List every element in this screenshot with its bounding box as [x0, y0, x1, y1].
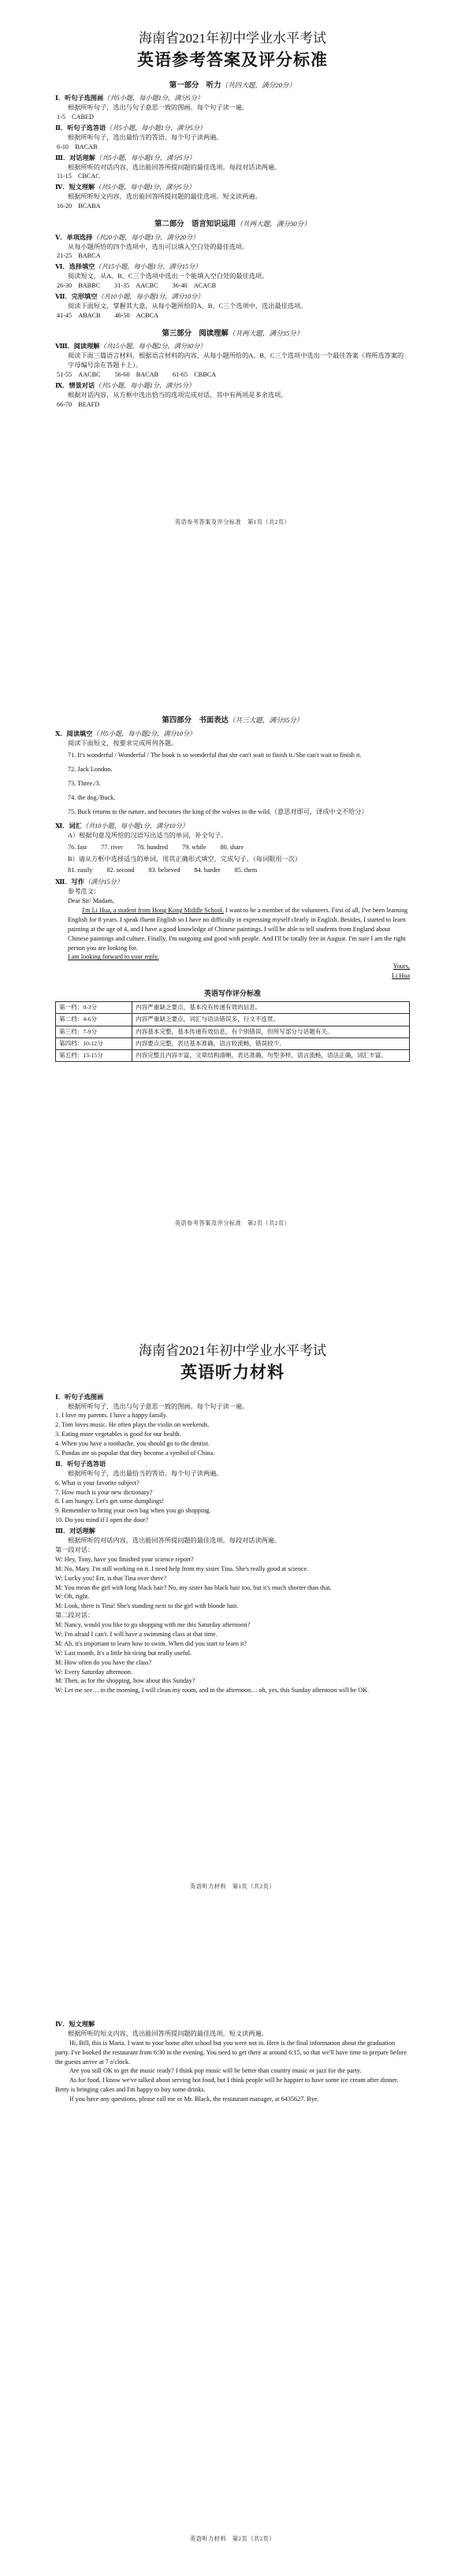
listening-page-1	[0, 1276, 465, 1930]
section-4-label: Ⅳ．短文理解（共5小题，每小题1分，满分5分）	[55, 184, 195, 191]
passage-paragraph: If you have any questions, please call me or Mr. Black, the restaurant manager, at 6435627. Bye.	[69, 2095, 319, 2103]
list-item: W: Hey, Tony, have you finished your science report?	[55, 1555, 194, 1563]
page-2-footer: 英语参考答案及评分标准 第2页（共2页）	[174, 1220, 291, 1227]
section-11a-answers: 76. fast 77. river 78. hundred 79. while 80. share	[68, 843, 244, 851]
section-7-answers: 41-45 ABACB 46-50 ACBCA	[57, 311, 158, 319]
doc-title-line2: 英语参考答案及评分标准	[137, 50, 328, 70]
section-1-desc: 根据所听句子，选出与句子意思一致的图画。每个句子读一遍。	[68, 104, 249, 112]
rubric-table	[55, 1001, 410, 1062]
answer-72: 72. Jack London.	[68, 766, 113, 774]
answer-key-page-1	[0, 0, 465, 630]
section-6-desc: 阅读短文，从A、B、C三个选项中选出一个能填入空白处的最佳选项。	[68, 273, 269, 280]
list-item: M: No, Mary. I'm still working on it. I need help from my sister Tina. She's really good at science.	[55, 1565, 309, 1572]
part4-heading: 第四部分 书面表达（共三大题，满分35分）	[162, 716, 303, 725]
list-item: M: Then, as for the shopping, how about this Sunday?	[55, 1677, 195, 1685]
passage-paragraph: Are you still OK to get the music ready? I think pop music will be better than country music or jazz for the party.	[69, 2067, 362, 2075]
listening-section-1-desc: 根据所听句子，选出与句子意思一致的图画。每个句子读一遍。	[68, 1402, 249, 1410]
listening-section-4-desc: 根据所听的短文内容，选出能回答所提问题的最佳选项。短文读两遍。	[68, 2029, 268, 2037]
answer-71: 71. It's wonderful / Wonderful / The book is so wonderful that she can't wait to finish it./She can't wait to finish it.	[68, 752, 362, 759]
listening-section-4-label: Ⅳ．短文理解	[55, 2021, 95, 2028]
section-9-desc: 根据对话内容，从方框中选出恰当的选项完成对话，其中有两项是多余选项。	[68, 391, 288, 399]
table-row: 第二档：4-6分 内容严重缺乏要点，词汇与语法错误多，行文不连贯。	[56, 1014, 410, 1026]
rubric-title: 英语写作评分标准	[203, 989, 261, 998]
list-item: M: Look, there is Tina! She's standing next to the girl with blonde hair.	[55, 1602, 239, 1610]
letter-body: I'm Li Hua, a student from Hong Kong Middle School. I want to be a member of the volunteers. First of all, I've been learning English for 8 years. I speak fluent English so I have no difficulty in expressing myself clearly in English. Besides, I started to learn painting at the age of 4, and I have a good knowledge of Chinese paintings. I will be able to tell students from England about Chinese paintings and culture. Finally, I'm outgoing and good with people. And I'll be totally free in August. I'm sure I am the right person you are looking for.	[68, 906, 408, 952]
page-1-footer: 英语参考答案及评分标准 第1页（共2页）	[174, 519, 291, 525]
list-item: W: Oh, right.	[55, 1593, 90, 1601]
list-item: 5. Pandas are so popular that they become a symbol of China.	[55, 1449, 215, 1457]
doc-title-line1: 海南省2021年初中学业水平考试	[139, 31, 326, 46]
section-4-answers: 16-20 BCABA	[57, 202, 101, 210]
section-5-answers: 21-25 BABCA	[57, 252, 101, 260]
section-10-items	[55, 751, 410, 816]
part1-heading: 第一部分 听力（共四大题，满分20分）	[169, 80, 296, 90]
passage-paragraph: Hi, Bill, this is Maria. I want to your home after school but you were not in. Here is the final information about the graduation party. I've booked the restaurant from 6:30 in the evening. You need to get there at around 6:15, so that we'll have time to prepare before the guests arrive at 7 o'clock.	[55, 2039, 407, 2066]
section-11b-desc: B）请从方框中选择适当的单词，用其正确形式填空，完成句子。（每词限用一次）	[68, 855, 302, 863]
letter-salutation: Dear Sir/ Madam,	[68, 897, 114, 905]
section-8-desc: 阅读下面三篇语言材料，根据语言材料的内容，从每小题所给的A、B、C三个选项中选出一个最佳答案（将所选答案的字母编号涂在答题卡上）。	[68, 352, 404, 369]
dialogue-2-label: 第二段对话：	[55, 1612, 95, 1620]
section-4-desc: 根据所听短文内容，选出能回答所提问题的最佳选项。短文读两遍。	[68, 193, 262, 201]
section-6-answers: 26-30 BABBC 31-35 AACBC 36-40 ACACB	[57, 282, 217, 290]
list-item: M: How often do you have the class?	[55, 1658, 152, 1666]
letter-sign-2: Li Hua	[392, 972, 410, 980]
listening-section-3-label: Ⅲ．对话理解	[55, 1527, 95, 1535]
section-3-desc: 根据所听的对话内容，选出能回答所提问题的最佳选项。每段对话读两遍。	[68, 163, 281, 171]
list-item: 7. How much is your new dictionary?	[55, 1488, 153, 1496]
page-3-footer: 英语听力材料 第1页（共2页）	[189, 1884, 276, 1890]
answer-73: 73. Three./3.	[68, 780, 101, 788]
list-item: 1. I love my parents. I have a happy family.	[55, 1412, 168, 1420]
section-2-label: Ⅱ．听句子选答语（共5小题，每小题1分，满分5分）	[55, 124, 206, 132]
section-1-label: Ⅰ．听句子选图画（共5小题，每小题1分，满分5分）	[55, 95, 204, 102]
listening-section-2-desc: 根据所听句子，选出最恰当的答语。每个句子读两遍。	[68, 1469, 223, 1477]
section-10-label: Ⅹ．阅读填空（共5小题，每小题2分，满分10分）	[55, 729, 196, 737]
list-item: 8. I am hungry. Let's get some dumplings!	[55, 1498, 165, 1505]
dialogue-1-label: 第一段对话：	[55, 1546, 95, 1553]
section-3-label: Ⅲ．对话理解（共5小题，每小题1分，满分5分）	[55, 154, 195, 161]
section-7-label: Ⅶ．完形填空（共10小题，每小题1分，满分10分）	[55, 292, 204, 300]
list-item: 4. When you have a toothache, you should go to the dentist.	[55, 1440, 210, 1448]
section-5-desc: 从每小题所给的四个选项中，选出可以填入空白处的最佳选项。	[68, 243, 249, 251]
section-3-answers: 11-15 CBCAC	[57, 173, 100, 180]
section-11a-desc: A）根据句意及所给的汉语写出适当的单词，补全句子。	[68, 831, 228, 839]
list-item: 10. Do you mind if I open the door?	[55, 1516, 149, 1524]
section-11-label: Ⅺ．词汇（共10小题，每小题1分，满分10分）	[55, 822, 188, 830]
list-item: W: Last month. It's a little bit tiring but really useful.	[55, 1649, 192, 1657]
listening-section-2-label: Ⅱ．听句子选答语	[55, 1460, 106, 1468]
list-item: W: Lucky you! Err, is that Tina over there?	[55, 1574, 167, 1582]
letter-closing: I am looking forward to your reply.	[68, 953, 159, 961]
section-5-label: Ⅴ．单项选择（共20小题，每小题1分，满分20分）	[55, 233, 199, 241]
section-2-desc: 根据所听句子，选出最恰当的答语。每个句子读两遍。	[68, 133, 223, 141]
listening-section-1-label: Ⅰ．听句子选图画	[55, 1393, 104, 1401]
letter-sign-1: Yours,	[392, 963, 410, 971]
table-row: 第一档：0-3分 内容严重缺乏要点，基本没有传递有效的信息。	[56, 1002, 410, 1014]
list-item: W: I'm afraid I can't. I will have a swimming class at that time.	[55, 1630, 218, 1638]
section-9-answers: 66-70 BEAFD	[57, 400, 100, 408]
list-item: 3. Eating more vegetables is good for our health.	[55, 1431, 181, 1438]
listening-title-line2: 英语听力材料	[180, 1363, 285, 1383]
section-6-label: Ⅵ．选择填空（共15小题，每小题1分，满分15分）	[55, 263, 202, 271]
sample-letter	[55, 896, 410, 981]
answer-75: 75. Buck returns to the nature, and becomes the king of the wolves in the wild.（意思对即可，译成中文不给分）	[68, 807, 368, 815]
section-1-answers: 1-5 CABED	[57, 113, 94, 121]
list-item: 6. What is your favorite subject?	[55, 1479, 140, 1487]
listening-page-2	[0, 1930, 465, 2576]
section-2-answers: 6-10 BACAB	[57, 143, 98, 150]
table-row: 第五档：13-15分 内容完整且内容丰富，文章结构清晰，表达准确，句型多样，语言流畅，语法正确，词汇丰富。	[56, 1050, 410, 1062]
section-11b-answers: 81. easily 82. second 83. believed 84. harder 85. them	[68, 867, 258, 874]
list-item: M: Nancy, would you like to go shopping with me this Saturday afternoon?	[55, 1621, 251, 1629]
list-item: M: Ah, it's important to learn how to swim. When did you start to learn it?	[55, 1639, 247, 1647]
page-4-footer: 英语听力材料 第2页（共2页）	[189, 2536, 276, 2542]
section-8-label: Ⅷ．阅读理解（共15小题，每小题2分，满分30分）	[55, 343, 206, 351]
list-item: M: You mean the girl with long black hair? No, my sister has black hair too, but it's much shorter than that.	[55, 1583, 332, 1591]
part3-heading: 第三部分 阅读理解（共两大题，满分35分）	[162, 328, 303, 338]
list-item: 9. Remember to bring your own bag when you go shopping.	[55, 1507, 211, 1515]
answer-74: 74. the dog./Buck.	[68, 794, 116, 802]
part2-heading: 第二部分 语言知识运用（共两大题，满分30分）	[154, 220, 311, 228]
section-8-answers: 51-55 AACBC 56-60 BACAB 61-65 CBBCA	[57, 370, 217, 378]
table-row: 第四档：10-12分 内容要点完整，表达基本准确，语言较流畅，错误较少。	[56, 1037, 410, 1049]
answer-key-page-2	[0, 630, 465, 1276]
section-12-label: Ⅻ．写作（满分15分）	[55, 878, 124, 886]
list-item: 2. Tom loves music. He often plays the violin on weekends.	[55, 1421, 210, 1429]
table-row: 第三档：7-9分 内容基本完整，基本传递有效信息，有个别错误，但所写部分与话题有关。	[56, 1026, 410, 1037]
section-9-label: Ⅸ．情景对话（共5小题，每小题1分，满分5分）	[55, 381, 195, 389]
listening-section-3-desc: 根据所听的对话内容，选出能回答所提问题的最佳选项。每段对话读两遍。	[68, 1537, 281, 1545]
listening-title-line1: 海南省2021年初中学业水平考试	[139, 1343, 326, 1358]
sample-label: 参考范文：	[68, 888, 100, 896]
passage-paragraph: As for food, I know we've talked about serving hot food, but I think people will be happier to have some ice cream after dinner. Betty is bringing cakes and I'm happy to buy some drinks.	[55, 2077, 399, 2094]
list-item: W: Let me see… in the morning, I will clean my room, and in the afternoon… oh, yes, this Sunday afternoon will be OK.	[55, 1687, 370, 1694]
list-item: W: Every Saturday afternoon.	[55, 1668, 132, 1676]
section-7-desc: 阅读下面短文，掌握其大意，从每小题所给的A、B、C三个选项中，选出最佳选项。	[68, 302, 307, 310]
section-10-desc: 阅读下面短文，按要求完成所列各题。	[68, 739, 178, 747]
